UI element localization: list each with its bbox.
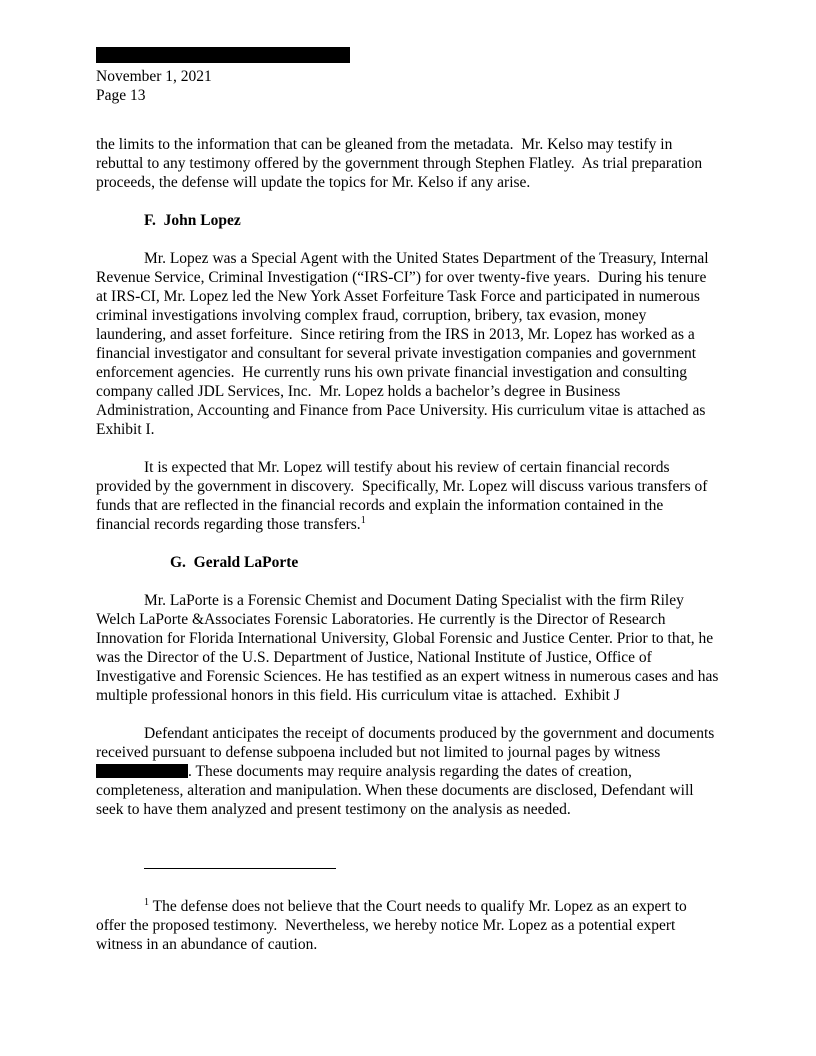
section-heading-g-gerald-laporte: G. Gerald LaPorte [170, 554, 299, 571]
paragraph-kelso: the limits to the information that can be gleaned from the metadata. Mr. Kelso may testify in rebuttal to any testimony offered by the government through Stephen Flatley. As trial preparation proceeds, the defense will update the topics for Mr. Kelso if any arise. [96, 136, 706, 191]
paragraph-lopez-testimony-text: It is expected that Mr. Lopez will testify about his review of certain financial records provided by the government in discovery. Specifically, Mr. Lopez will discuss various transfers of funds that are reflected in the financial records and explain the information contained in the financial records regarding those transfers. [96, 459, 712, 533]
footnote-reference-1: 1 [360, 514, 366, 526]
footnote-1 [96, 897, 720, 954]
header-page-number: Page 13 [96, 87, 146, 104]
paragraph-laporte: Mr. LaPorte is a Forensic Chemist and Document Dating Specialist with the firm Riley Welch LaPorte &Associates Forensic Laboratories. He currently is the Director of Research Innovation for Florida International University, Global Forensic and Justice Center. Prior to that, he was the Director of the U.S. Department of Justice, National Institute of Justice, Office of Investigative and Forensic Sciences. He has testified as an expert witness in numerous cases and has multiple professional honors in this field. His curriculum vitae is attached. Exhibit J [96, 592, 723, 704]
section-heading-f-john-lopez: F. John Lopez [144, 212, 241, 229]
paragraph-defendant-pre-text: Defendant anticipates the receipt of documents produced by the government and documents received pursuant to defense subpoena included but not limited to journal pages by witness [96, 725, 719, 761]
redacted-header-bar [96, 47, 350, 63]
footnote-1-text: The defense does not believe that the Court needs to qualify Mr. Lopez as an expert to offer the proposed testimony. Nevertheless, we hereby notice Mr. Lopez as a potential expert witness in an abundance of caution. [96, 898, 691, 953]
document-body [96, 135, 723, 819]
page-header [96, 47, 720, 105]
paragraph-lopez-testimony [96, 458, 720, 534]
header-date: November 1, 2021 [96, 68, 212, 85]
paragraph-lopez-background: Mr. Lopez was a Special Agent with the United States Department of the Treasury, Internal Revenue Service, Criminal Investigation (“IRS-CI”) for over twenty-five years. During his tenure at IRS-CI, Mr. Lopez led the New York Asset Forfeiture Task Force and participated in numerous criminal investigations involving complex fraud, corruption, bribery, tax evasion, money laundering, and asset forfeiture. Since retiring from the IRS in 2013, Mr. Lopez has worked as a financial investigator and consultant for several private investigation companies and government enforcement agencies. He currently runs his own private financial investigation and consulting company called JDL Services, Inc. Mr. Lopez holds a bachelor’s degree in Business Administration, Accounting and Finance from Pace University. His curriculum vitae is attached as Exhibit I. [96, 250, 713, 438]
paragraph-defendant-documents [96, 724, 720, 819]
footnote-1-marker: 1 [144, 896, 149, 908]
footnote-separator-rule [144, 868, 336, 869]
paragraph-defendant-post-text: . These documents may require analysis regarding the dates of creation, completeness, alteration and manipulation. When these documents are disclosed, Defendant will seek to have them analyzed and present testimony on the analysis as needed. [96, 763, 698, 818]
footnote-area [96, 868, 720, 954]
redacted-witness-name [96, 764, 188, 778]
